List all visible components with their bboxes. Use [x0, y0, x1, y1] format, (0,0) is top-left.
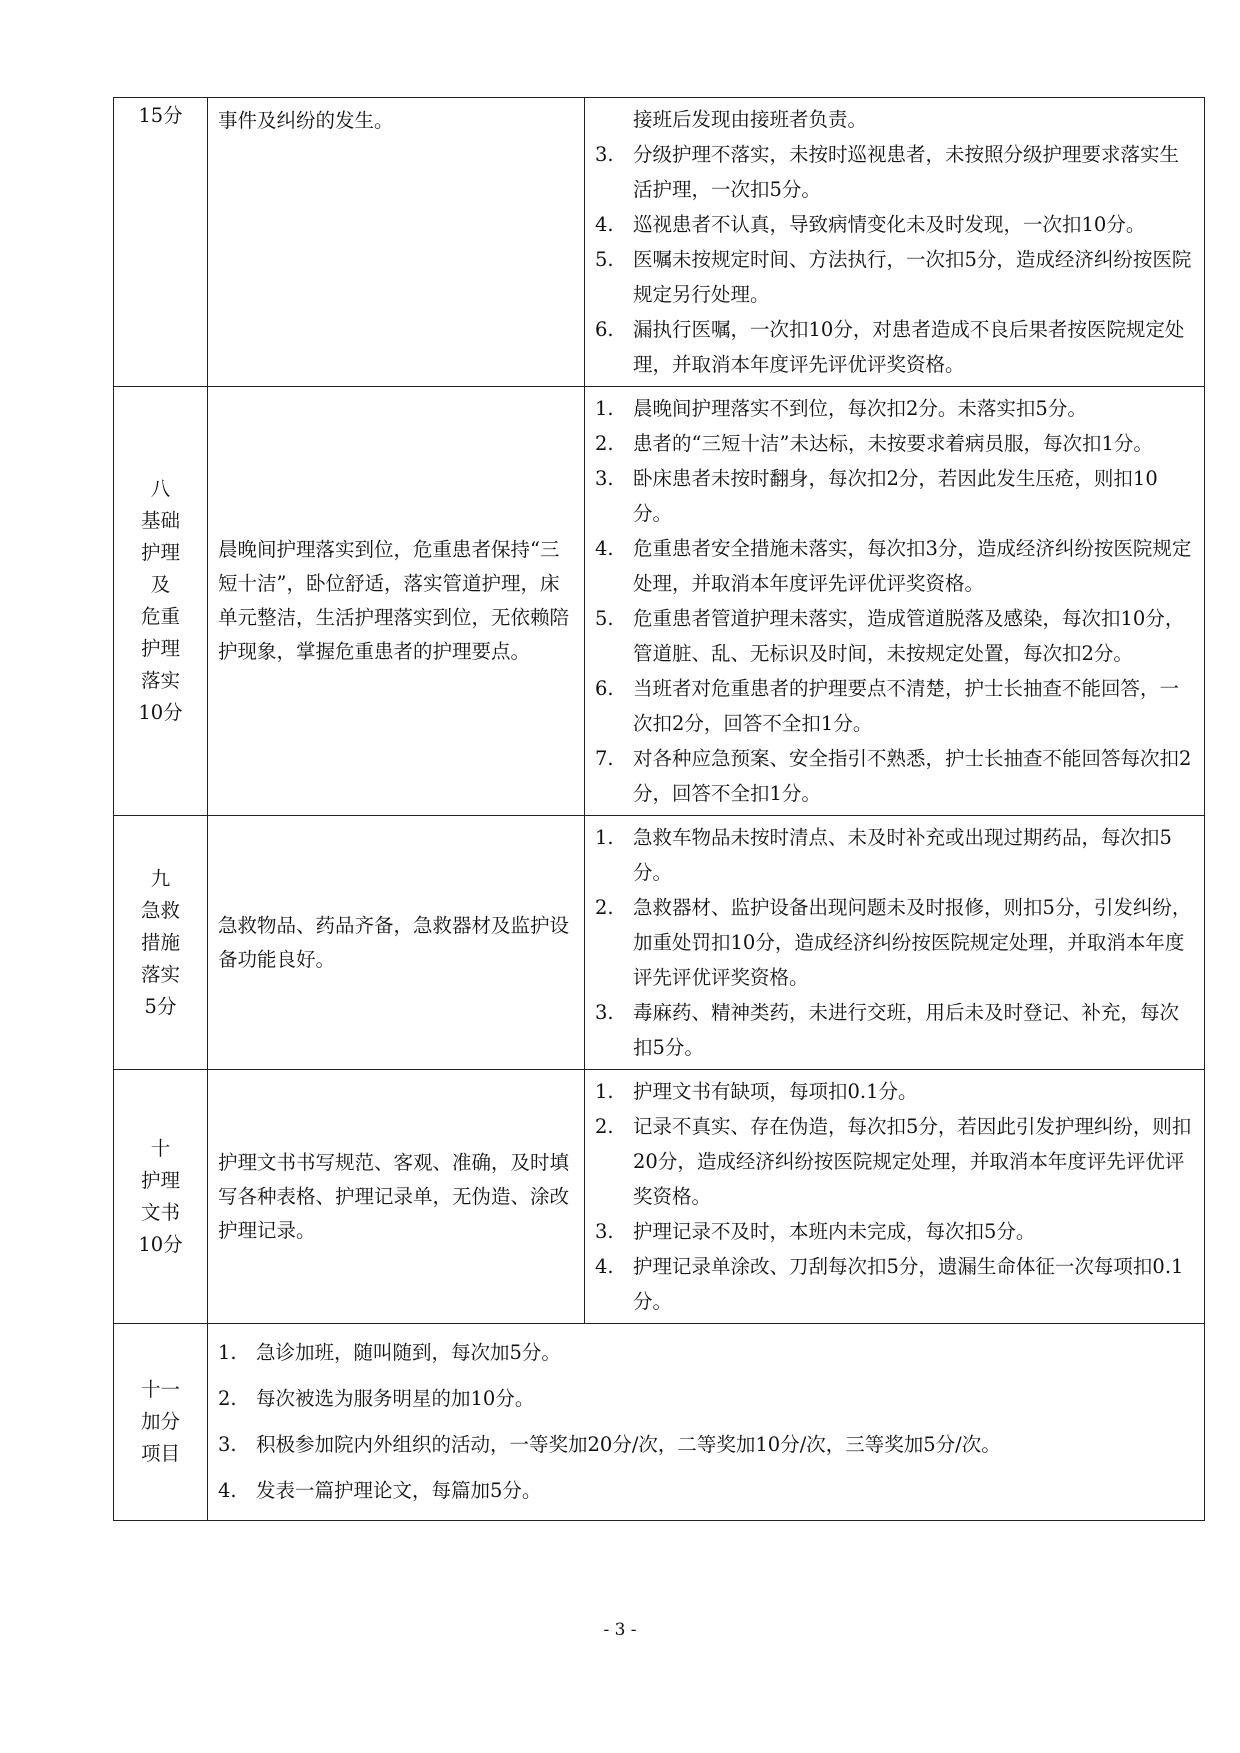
list-item: 1. 急诊加班，随叫随到，每次加5分。: [218, 1341, 561, 1364]
list-item: 5. 医嘱未按规定时间、方法执行，一次扣5分，造成经济纠纷按医院规定另行处理。: [595, 248, 1192, 306]
deduction-list: [585, 98, 1204, 386]
table-row: [114, 387, 1205, 816]
requirement-cell: [208, 387, 585, 816]
list-item: 5. 危重患者管道护理未落实，造成管道脱落及感染，每次扣10分，管道脏、乱、无标识及时间，未按规定处置，每次扣2分。: [595, 607, 1185, 665]
list-item: 3. 卧床患者未按时翻身，每次扣2分，若因此发生压疮，则扣10分。: [595, 467, 1158, 525]
list-item: 3. 毒麻药、精神类药，未进行交班，用后未及时登记、补充，每次扣5分。: [595, 1001, 1180, 1059]
deduction-cell: [585, 387, 1205, 816]
row-score: 15分: [138, 104, 183, 127]
list-item: 3. 积极参加院内外组织的活动，一等奖加20分/次，二等奖加10分/次，三等奖加5分/次。: [218, 1433, 1001, 1456]
bonus-list: [208, 1324, 1204, 1520]
requirement-cell: [208, 816, 585, 1070]
category-title-cell: 八 基础 护理 及 危重 护理 落实 10分: [114, 387, 208, 816]
deduction-cell: [585, 816, 1205, 1070]
list-item: 2. 急救器材、监护设备出现问题未及时报修，则扣5分，引发纠纷，加重处罚扣10分，造成经济纠纷按医院规定处理，并取消本年度评先评优评奖资格。: [595, 896, 1192, 989]
category-title-cell: 十一 加分 项目: [114, 1324, 208, 1521]
list-item: 6. 当班者对危重患者的护理要点不清楚，护士长抽查不能回答，一次扣2分，回答不全扣1分。: [595, 677, 1180, 735]
list-item: 4. 发表一篇护理论文，每篇加5分。: [218, 1479, 542, 1502]
list-item: 4. 巡视患者不认真，导致病情变化未及时发现，一次扣10分。: [595, 213, 1146, 236]
deduction-cell: [585, 1070, 1205, 1324]
list-item: 7. 对各种应急预案、安全指引不熟悉，护士长抽查不能回答每次扣2分，回答不全扣1分。: [595, 747, 1192, 805]
list-item: 1. 急救车物品未按时清点、未及时补充或出现过期药品，每次扣5分。: [595, 826, 1172, 884]
category-title-cell: 九 急救 措施 落实 5分: [114, 816, 208, 1070]
list-item: 2. 每次被选为服务明星的加10分。: [218, 1387, 535, 1410]
list-item: 2. 患者的“三短十洁”未达标，未按要求着病员服，每次扣1分。: [595, 432, 1153, 455]
scoring-table: [113, 97, 1205, 1521]
bonus-cell: [208, 1324, 1205, 1521]
deduction-list: [585, 387, 1204, 815]
list-item: 1. 护理文书有缺项，每项扣0.1分。: [595, 1080, 918, 1103]
table-row-bonus: [114, 1324, 1205, 1521]
requirement-text: 急救物品、药品齐备，急救器材及监护设备功能良好。: [218, 913, 570, 971]
table-row-continued: [114, 98, 1205, 387]
requirement-cell: [208, 1070, 585, 1324]
list-item: 6. 漏执行医嘱，一次扣10分，对患者造成不良后果者按医院规定处理，并取消本年度评先评优评奖资格。: [595, 318, 1185, 376]
list-item: 接班后发现由接班者负责。: [633, 108, 868, 131]
score-cell: [114, 98, 208, 387]
list-item: 3. 护理记录不及时，本班内未完成，每次扣5分。: [595, 1220, 1036, 1243]
list-item: 4. 危重患者安全措施未落实，每次扣3分，造成经济纠纷按医院规定处理，并取消本年度评先评优评奖资格。: [595, 537, 1192, 595]
list-item: 4. 护理记录单涂改、刀刮每次扣5分，遗漏生命体征一次每项扣0.1分。: [595, 1255, 1184, 1313]
list-item: 1. 晨晚间护理落实不到位，每次扣2分。未落实扣5分。: [595, 397, 1087, 420]
table-row: [114, 816, 1205, 1070]
requirement-cell: [208, 98, 585, 387]
category-title-cell: 十 护理 文书 10分: [114, 1070, 208, 1324]
deduction-cell: [585, 98, 1205, 387]
list-item: 3. 分级护理不落实，未按时巡视患者，未按照分级护理要求落实生活护理，一次扣5分。: [595, 143, 1180, 201]
page-number: - 3 -: [603, 1620, 637, 1640]
list-item: 2. 记录不真实、存在伪造，每次扣5分，若因此引发护理纠纷，则扣20分，造成经济纠纷按医院规定处理，并取消本年度评先评优评奖资格。: [595, 1115, 1192, 1208]
deduction-list: [585, 816, 1204, 1069]
requirement-text: 事件及纠纷的发生。: [218, 109, 394, 132]
requirement-text: 晨晚间护理落实到位，危重患者保持“三短十洁”，卧位舒适，落实管道护理，床单元整洁，生活护理落实到位，无依赖陪护现象，掌握危重患者的护理要点。: [218, 538, 570, 663]
deduction-list: [585, 1070, 1204, 1323]
requirement-text: 护理文书书写规范、客观、准确，及时填写各种表格、护理记录单，无伪造、涂改护理记录。: [218, 1150, 570, 1242]
table-row: [114, 1070, 1205, 1324]
